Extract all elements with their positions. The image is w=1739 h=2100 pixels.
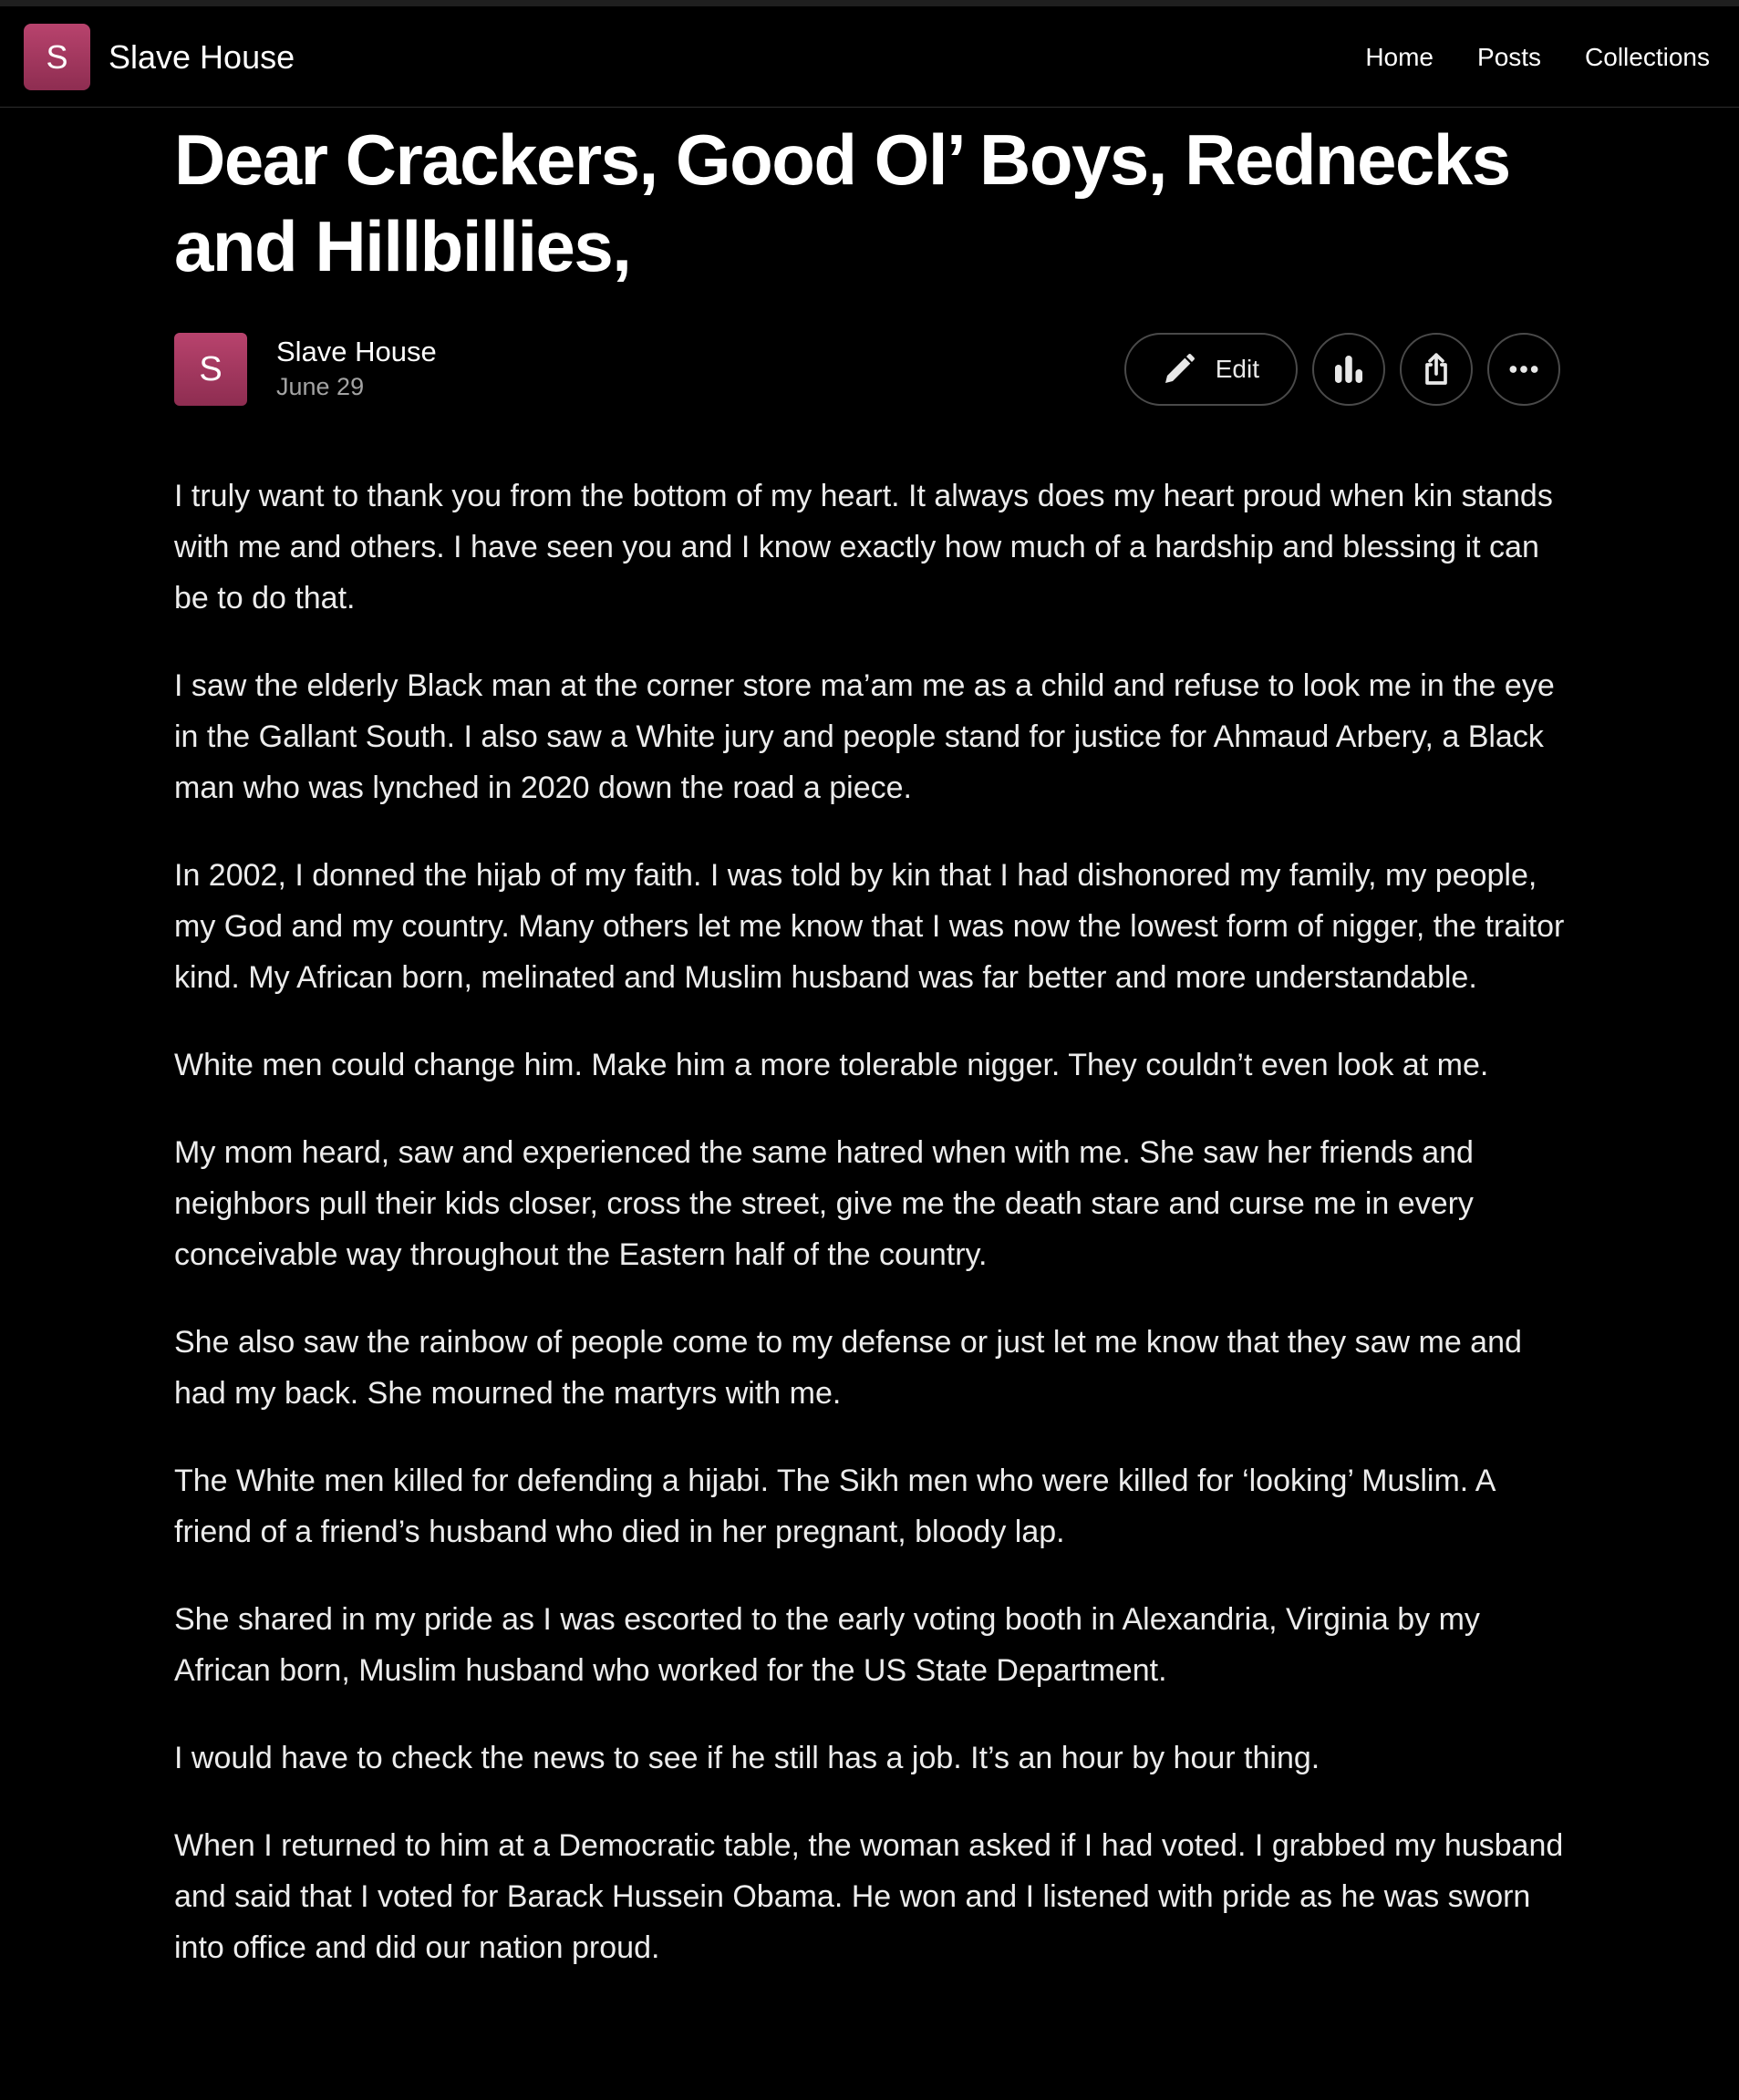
site-logo[interactable]: [24, 24, 90, 90]
paragraph: She shared in my pride as I was escorted to the early voting booth in Alexandria, Virginia by my African born, Muslim husband who worked for the US State Department.: [174, 1602, 1480, 1688]
edit-button[interactable]: [1124, 333, 1298, 406]
stats-button[interactable]: [1312, 333, 1385, 406]
paragraph: I truly want to thank you from the bottom of my heart. It always does my heart proud when kin stands with me and others. I have seen you and I know exactly how much of a hardship and blessing it can be to do that.: [174, 479, 1553, 616]
more-icon: [1506, 351, 1542, 388]
post-actions: [1124, 333, 1560, 406]
paragraph: She also saw the rainbow of people come to my defense or just let me know that they saw me and had my back. She mourned the martyrs with me.: [174, 1325, 1522, 1411]
avatar-letter: S: [199, 349, 223, 388]
paragraph: The White men killed for defending a hijabi. The Sikh men who were killed for ‘looking’ Muslim. A friend of a friend’s husband who died in her pregnant, bloody lap.: [174, 1464, 1495, 1549]
logo-letter: S: [46, 37, 68, 76]
post-title: Dear Crackers, Good Ol’ Boys, Rednecks and Hillbillies,: [174, 119, 1510, 286]
author-avatar[interactable]: [174, 333, 247, 406]
site-name[interactable]: Slave House: [109, 38, 295, 76]
edit-label: Edit: [1215, 355, 1259, 383]
share-icon: [1418, 351, 1454, 388]
paragraph: I saw the elderly Black man at the corner store ma’am me as a child and refuse to look me in the eye in the Gallant South. I also saw a White jury and people stand for justice for Ahmaud Arbery, a Black man who was lynched in 2020 down the road a piece.: [174, 668, 1555, 805]
nav-posts[interactable]: Posts: [1477, 43, 1542, 71]
top-navigation-bar: [0, 0, 1739, 108]
paragraph: White men could change him. Make him a more tolerable nigger. They couldn’t even look at me.: [174, 1048, 1489, 1082]
post-body: [174, 471, 1569, 2010]
nav-home[interactable]: Home: [1365, 43, 1434, 71]
paragraph: When I returned to him at a Democratic table, the woman asked if I had voted. I grabbed my husband and said that I voted for Barack Hussein Obama. He won and I listened with pride as he was sworn into office and did our nation proud.: [174, 1828, 1564, 1965]
stats-icon: [1330, 351, 1367, 388]
author-name[interactable]: Slave House: [276, 336, 437, 367]
more-options-button[interactable]: [1487, 333, 1560, 406]
pencil-icon: [1161, 351, 1197, 388]
main-nav: [1365, 39, 1710, 76]
share-button[interactable]: [1400, 333, 1473, 406]
paragraph: In 2002, I donned the hijab of my faith. I was told by kin that I had dishonored my family, my people, my God and my country. Many others let me know that I was now the lowest form of nigger, the traitor kind. My African born, melinated and Muslim husband was far better and more understandable.: [174, 858, 1565, 995]
post-date: June 29: [276, 373, 365, 400]
paragraph: I would have to check the news to see if he still has a job. It’s an hour by hour thing.: [174, 1741, 1320, 1775]
paragraph: My mom heard, saw and experienced the same hatred when with me. She saw her friends and neighbors pull their kids closer, cross the street, give me the death stare and curse me in every conceivable way throughout the Eastern half of the country.: [174, 1135, 1474, 1272]
author-row: [174, 333, 1560, 406]
nav-collections[interactable]: Collections: [1585, 43, 1710, 71]
